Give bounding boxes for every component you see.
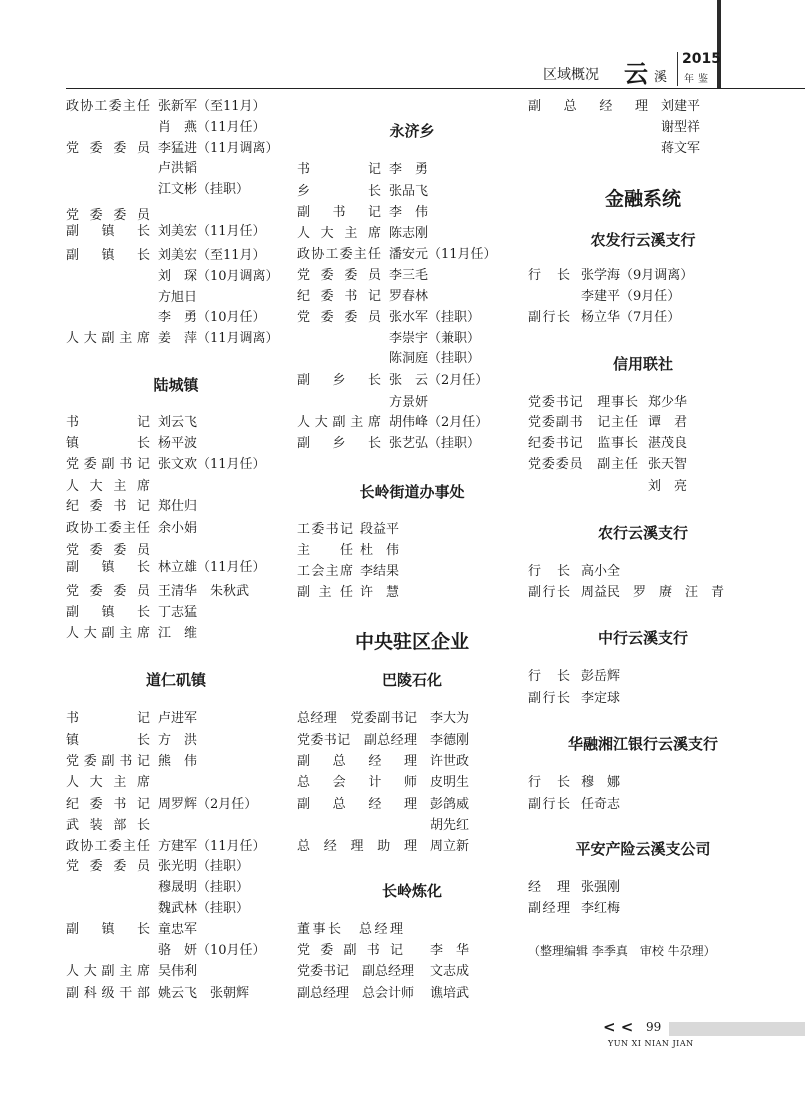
person-name: 李 华	[430, 943, 470, 958]
person-name: 林立雄（11月任）	[158, 560, 266, 575]
footer-bar	[669, 1022, 805, 1036]
person-name: 肖 燕（11月任）	[158, 120, 266, 135]
person-name: 陈志刚	[389, 226, 429, 241]
person-name: 江 维	[158, 626, 198, 641]
person-name: 童忠军	[158, 922, 198, 937]
changling-title: 长岭街道办事处	[359, 483, 465, 501]
role-label: 党 委 委 员	[66, 141, 150, 156]
role-label: 副主任	[297, 585, 353, 600]
header-rule	[66, 88, 805, 89]
role-label: 党委副书记	[66, 457, 150, 472]
person-name: 卢洪韬	[158, 161, 198, 176]
yongji-title: 永济乡	[389, 122, 435, 140]
role-label: 党 委 委 员	[66, 208, 150, 223]
role-label: 工会主席	[297, 564, 353, 579]
person-name: 李定球	[581, 691, 621, 706]
role-label: 董事长 总经理	[297, 922, 403, 937]
person-name: 周罗辉（2月任）	[158, 797, 258, 812]
person-name: 穆晟明（挂职）	[158, 880, 250, 895]
role-label: 总 会 计 师	[297, 775, 417, 790]
role-label: 副 镇 长	[66, 922, 150, 937]
role-label: 镇 长	[66, 733, 150, 748]
abc-title: 农行云溪支行	[597, 524, 688, 542]
person-name: 张新军（至11月）	[158, 99, 266, 114]
person-name: 许 慧	[360, 585, 400, 600]
role-label: 武 装 部 长	[66, 818, 150, 833]
person-name: 丁志猛	[158, 605, 198, 620]
person-name: 卢进军	[158, 711, 198, 726]
person-name: 熊 伟	[158, 754, 198, 769]
role-label: 主 任	[297, 543, 353, 558]
role-label: 政协工委主任	[66, 99, 150, 114]
person-name: 李德刚	[430, 733, 470, 748]
finance-title: 金融系统	[604, 188, 681, 210]
role-label: 政协工委主任	[297, 247, 381, 262]
person-name: 杨立华（7月任）	[581, 310, 681, 325]
person-name: 张艺弘（挂职）	[389, 436, 481, 451]
header-separator	[677, 52, 678, 86]
header-year: 2015	[682, 51, 721, 67]
role-label: 副科级干部	[66, 986, 150, 1001]
role-label: 总 经 理 助 理	[297, 839, 417, 854]
person-name: 张强刚	[581, 880, 621, 895]
person-name: 段益平	[360, 522, 400, 537]
role-label: 副 书 记	[297, 205, 381, 220]
role-label: 副 总 经 理	[297, 754, 417, 769]
person-name: 王清华 朱秋武	[158, 584, 250, 599]
person-name: 李建平（9月任）	[581, 289, 681, 304]
role-label: 副 镇 长	[66, 224, 150, 239]
role-label: 党委委员 副主任	[528, 457, 638, 472]
role-label: 纪 委 书 记	[66, 499, 150, 514]
role-label: 政协工委主任	[66, 839, 150, 854]
role-label: 行 长	[528, 268, 570, 283]
person-name: 李大为	[430, 711, 470, 726]
role-label: 党委书记 副总经理	[297, 964, 415, 979]
credit-union-title: 信用联社	[612, 355, 673, 373]
role-label: 人大副主席	[66, 331, 150, 346]
person-name: 江文彬（挂职）	[158, 182, 250, 197]
person-name: 姜 萍（11月调离）	[158, 331, 279, 346]
person-name: 潘安元（11月任）	[389, 247, 497, 262]
role-label: 党 委 委 员	[297, 268, 381, 283]
person-name: 陈洞庭（挂职）	[389, 351, 481, 366]
role-label: 副总经理 总会计师	[297, 986, 415, 1001]
role-label: 镇 长	[66, 436, 150, 451]
person-name: 李 勇	[389, 162, 429, 177]
person-name: 罗春林	[389, 289, 429, 304]
role-label: 书 记	[66, 415, 150, 430]
role-label: 党委副书 记主任	[528, 415, 638, 430]
person-name: 魏武林（挂职）	[158, 901, 250, 916]
role-label: 人大副主席	[66, 626, 150, 641]
person-name: 任奇志	[581, 797, 621, 812]
role-label: 副行长	[528, 797, 570, 812]
person-name: 郑仕归	[158, 499, 198, 514]
footer-series-label: YUN XI NIAN JIAN	[608, 1039, 694, 1048]
role-label: 行 长	[528, 775, 570, 790]
adbc-title: 农发行云溪支行	[590, 231, 696, 249]
role-label: 副 镇 长	[66, 605, 150, 620]
daoren-title: 道仁矶镇	[145, 671, 206, 689]
person-name: 方景妍	[389, 395, 429, 410]
person-name: 刘云飞	[158, 415, 198, 430]
role-label: 党 委 委 员	[66, 859, 150, 874]
page-number: 99	[646, 1020, 662, 1034]
person-name: 方旭日	[158, 290, 198, 305]
person-name: 李 伟	[389, 205, 429, 220]
person-name: 湛茂良	[648, 436, 688, 451]
person-name: 张品飞	[389, 184, 429, 199]
role-label: 副行长	[528, 691, 570, 706]
role-label: 总经理 党委副书记	[297, 711, 417, 726]
role-label: 副 乡 长	[297, 373, 381, 388]
person-name: 胡先红	[430, 818, 470, 833]
person-name: 杨平波	[158, 436, 198, 451]
boc-title: 中行云溪支行	[597, 629, 688, 647]
person-name: 李猛进（11月调离）	[158, 141, 279, 156]
role-label: 党委副书记	[66, 754, 150, 769]
person-name: 李红梅	[581, 901, 621, 916]
role-label: 党 委 委 员	[66, 543, 150, 558]
role-label: 副经理	[528, 901, 570, 916]
person-name: 周益民 罗 赓 汪 青	[581, 585, 725, 600]
person-name: 穆 娜	[581, 775, 621, 790]
person-name: 张 云（2月任）	[389, 373, 489, 388]
person-name: 方 洪	[158, 733, 198, 748]
role-label: 书 记	[66, 711, 150, 726]
editor-note: （整理编辑 李季真 审校 牛尕理）	[528, 944, 716, 958]
role-label: 纪委书记 监事长	[528, 436, 638, 451]
role-label: 书 记	[297, 162, 381, 177]
person-name: 皮明生	[430, 775, 470, 790]
person-name: 刘建平	[661, 99, 701, 114]
huarong-title: 华融湘江银行云溪支行	[567, 735, 718, 753]
person-name: 方建军（11月任）	[158, 839, 266, 854]
role-label: 党 委 委 员	[297, 310, 381, 325]
changling-refinery-title: 长岭炼化	[381, 882, 442, 900]
person-name: 文志成	[430, 964, 470, 979]
person-name: 吴伟利	[158, 964, 198, 979]
person-name: 刘 亮	[648, 479, 688, 494]
baling-title: 巴陵石化	[381, 671, 442, 689]
role-label: 副 总 经 理	[297, 797, 417, 812]
person-name: 张学海（9月调离）	[581, 268, 694, 283]
person-name: 李 勇（10月任）	[158, 310, 266, 325]
person-name: 谭 君	[648, 415, 688, 430]
role-label: 副 镇 长	[66, 248, 150, 263]
role-label: 行 长	[528, 669, 570, 684]
person-name: 李崇宇（兼职）	[389, 331, 481, 346]
person-name: 张光明（挂职）	[158, 859, 250, 874]
brand-char-yun: 云	[624, 60, 648, 88]
role-label: 党委书记 理事长	[528, 395, 638, 410]
brand-char-xi: 溪	[654, 70, 668, 85]
role-label: 副 总 经 理	[528, 99, 648, 114]
role-label: 副行长	[528, 310, 570, 325]
role-label: 副 镇 长	[66, 560, 150, 575]
role-label: 纪 委 书 记	[297, 289, 381, 304]
person-name: 余小娟	[158, 521, 198, 536]
lucheng-title: 陆城镇	[153, 376, 199, 394]
person-name: 刘美宏（11月任）	[158, 224, 266, 239]
role-label: 人 大 主 席	[66, 479, 150, 494]
person-name: 郑少华	[648, 395, 688, 410]
role-label: 行 长	[528, 564, 570, 579]
central-enterprises-title: 中央驻区企业	[354, 631, 469, 653]
role-label: 人 大 主 席	[66, 775, 150, 790]
person-name: 姚云飞 张朝辉	[158, 986, 250, 1001]
person-name: 李结果	[360, 564, 400, 579]
person-name: 谢型祥	[661, 120, 701, 135]
role-label: 副行长	[528, 585, 570, 600]
person-name: 周立新	[430, 839, 470, 854]
role-label: 党 委 委 员	[66, 584, 150, 599]
role-label: 工委书记	[297, 522, 353, 537]
person-name: 胡伟峰（2月任）	[389, 415, 489, 430]
role-label: 党 委 副 书 记	[297, 943, 403, 958]
role-label: 人大副主席	[66, 964, 150, 979]
person-name: 许世政	[430, 754, 470, 769]
person-name: 张文欢（11月任）	[158, 457, 266, 472]
role-label: 副 乡 长	[297, 436, 381, 451]
role-label: 人大主席	[297, 226, 381, 241]
role-label: 人大副主席	[297, 415, 381, 430]
section-title: 区域概况	[543, 67, 599, 83]
header-vertical-bar	[717, 0, 721, 88]
person-name: 骆 妍（10月任）	[158, 943, 266, 958]
footer-arrows: < <	[603, 1018, 634, 1036]
role-label: 经 理	[528, 880, 570, 895]
person-name: 蒋文军	[661, 141, 701, 156]
role-label: 乡 长	[297, 184, 381, 199]
role-label: 党委书记 副总经理	[297, 733, 417, 748]
role-label: 纪 委 书 记	[66, 797, 150, 812]
role-label: 政协工委主任	[66, 521, 150, 536]
person-name: 刘 琛（10月调离）	[158, 269, 279, 284]
header-yearbook: 年鉴	[684, 74, 712, 85]
person-name: 谯培武	[430, 986, 470, 1001]
person-name: 李三毛	[389, 268, 429, 283]
person-name: 刘美宏（至11月）	[158, 248, 266, 263]
person-name: 彭岳辉	[581, 669, 621, 684]
person-name: 张水军（挂职）	[389, 310, 481, 325]
person-name: 彭鸽威	[430, 797, 470, 812]
person-name: 高小全	[581, 564, 621, 579]
person-name: 杜 伟	[360, 543, 400, 558]
pingan-title: 平安产险云溪支公司	[575, 840, 711, 858]
person-name: 张天智	[648, 457, 688, 472]
